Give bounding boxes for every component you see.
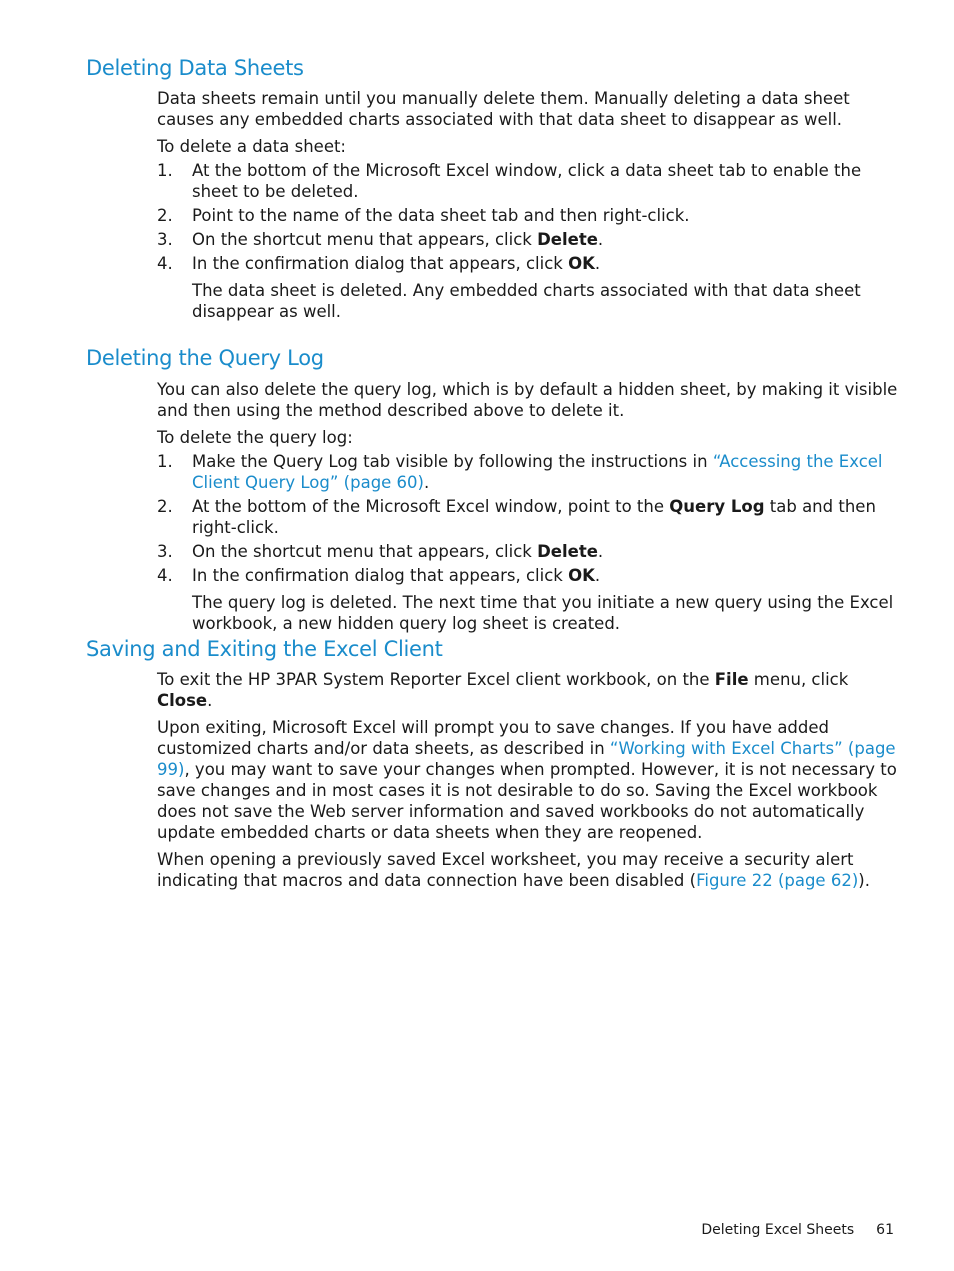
ui-term: Query Log xyxy=(669,497,765,516)
page-number: 61 xyxy=(876,1222,894,1238)
intro-paragraph: Data sheets remain until you manually delete them. Manually deleting a data sheet causes any embedded charts associated with that data sheet to disappear as well. xyxy=(157,89,850,129)
step-text-post: . xyxy=(597,230,604,249)
ui-term: OK xyxy=(568,566,595,585)
step-number: 1. xyxy=(157,161,173,180)
step-item xyxy=(157,565,902,586)
step-result: The data sheet is deleted. Any embedded charts associated with that data sheet disappear as well. xyxy=(192,281,861,321)
step-number: 3. xyxy=(157,542,173,561)
cross-reference-link[interactable]: “Accessing the Excel Client Query Log” (page 60) xyxy=(192,452,883,492)
heading-deleting-query-log: Deleting the Query Log xyxy=(86,346,324,370)
step-text-pre: At the bottom of the Microsoft Excel window, point to the xyxy=(192,497,670,516)
step-number: 1. xyxy=(157,452,173,471)
step-text-post: . xyxy=(424,473,430,492)
step-item xyxy=(157,160,902,202)
footer-title: Deleting Excel Sheets xyxy=(701,1222,855,1238)
ui-term: OK xyxy=(568,254,595,273)
step-text-pre: On the shortcut menu that appears, click xyxy=(192,230,538,249)
step-number: 4. xyxy=(157,566,173,585)
text-run: menu, click xyxy=(748,670,849,689)
step-text-post: tab and then right-click. xyxy=(192,497,876,537)
text-run: Upon exiting, Microsoft Excel will prompt you to save changes. If you have added customized charts and/or data sheets, as described in xyxy=(157,718,830,758)
page-footer xyxy=(701,1222,894,1238)
text-run: To exit the HP 3PAR System Reporter Excel client workbook, on the xyxy=(157,670,715,689)
step-text-pre: On the shortcut menu that appears, click xyxy=(192,542,538,561)
step-text-pre: In the confirmation dialog that appears, click xyxy=(192,254,569,273)
step-number: 3. xyxy=(157,230,173,249)
step-text-post: . xyxy=(597,542,604,561)
steps-list xyxy=(157,451,902,586)
text-run: , you may want to save your changes when prompted. However, it is not necessary to save changes and in most cases it is not desirable to do so. Saving the Excel workbook does not save the Web server information and saved workbooks do not automatically update embedded charts or data sheets when they are reopened. xyxy=(157,760,897,842)
step-item xyxy=(157,229,902,250)
step-item xyxy=(157,253,902,274)
security-alert-paragraph xyxy=(157,849,902,891)
text-run: ). xyxy=(858,871,870,890)
ui-term: Delete xyxy=(537,542,598,561)
intro-paragraph: You can also delete the query log, which is by default a hidden sheet, by making it visible and then using the method described above to delete it. xyxy=(157,380,898,420)
step-number: 4. xyxy=(157,254,173,273)
step-text: Point to the name of the data sheet tab and then right-click. xyxy=(192,206,690,225)
text-run: . xyxy=(207,691,213,710)
save-changes-paragraph xyxy=(157,717,902,843)
figure-reference-link[interactable]: Figure 22 (page 62) xyxy=(696,871,859,890)
text-run: When opening a previously saved Excel worksheet, you may receive a security alert indicating that macros and data connection have been disabled ( xyxy=(157,850,854,890)
section-saving-exiting xyxy=(157,669,902,891)
step-text-post: . xyxy=(594,566,601,585)
section-deleting-query-log xyxy=(157,379,902,634)
ui-term: Delete xyxy=(537,230,598,249)
step-number: 2. xyxy=(157,497,173,516)
heading-saving-exiting: Saving and Exiting the Excel Client xyxy=(86,637,443,661)
step-text-pre: In the confirmation dialog that appears, click xyxy=(192,566,569,585)
steps-list xyxy=(157,160,902,274)
step-text-pre: Make the Query Log tab visible by following the instructions in xyxy=(192,452,713,471)
heading-deleting-data-sheets: Deleting Data Sheets xyxy=(86,56,304,80)
step-text-post: . xyxy=(594,254,601,273)
cross-reference-link[interactable]: “Working with Excel Charts” (page 99) xyxy=(157,739,896,779)
ui-term: File xyxy=(714,670,749,689)
step-text: At the bottom of the Microsoft Excel window, click a data sheet tab to enable the sheet to be deleted. xyxy=(192,161,862,201)
ui-term: Close xyxy=(157,691,208,710)
step-item xyxy=(157,205,902,226)
step-item xyxy=(157,496,902,538)
exit-paragraph xyxy=(157,669,902,711)
procedure-lead: To delete a data sheet: xyxy=(157,137,346,156)
step-result: The query log is deleted. The next time that you initiate a new query using the Excel workbook, a new hidden query log sheet is created. xyxy=(192,593,894,633)
procedure-lead: To delete the query log: xyxy=(157,428,353,447)
step-number: 2. xyxy=(157,206,173,225)
step-item xyxy=(157,541,902,562)
section-deleting-data-sheets xyxy=(157,88,902,322)
step-item xyxy=(157,451,902,493)
